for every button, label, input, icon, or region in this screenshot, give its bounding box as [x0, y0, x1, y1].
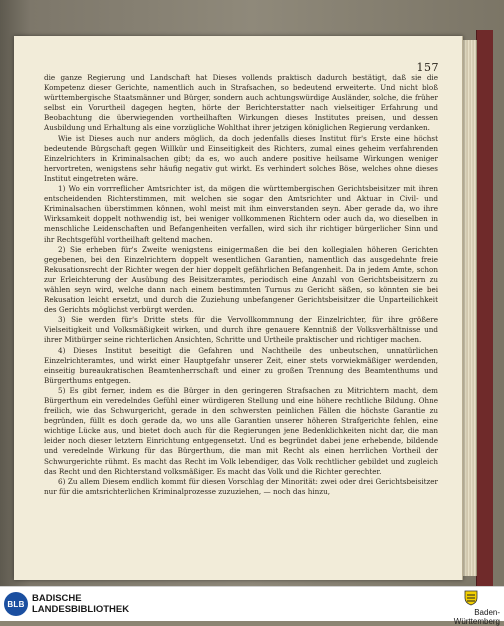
paragraph: 5) Es gibt ferner, indem es die Bürger in den geringeren Strafsachen zu Mitrichtern macht, dem Bürgerthum ein veredelndes Gefühl einer würdigeren Stellung und eine höhere rechtliche Bildung. Ohne freilich, wie das Schwurgericht, gerade in den schwersten peinlichen Fällen die höchste Garantie zu begründen, füllt es doch gerade da, wo uns alle Garantien unserer höheren Strafgerichte fehlen, eine wichtige Lücke aus, und bietet doch auch für die Regierungen jene Bedenklichkeiten nicht dar, die man leider noch dieser letztern Einrichtung entgegensetzt. Und es begründet dabei jene erhebende, bildende und veredelnde Wirkung für das Bürgerthum, die man mit Recht als einen herrlichen Vortheil der Schwurgerichte rühmt. Es macht das Recht im Volk lebendiger, das Volk rechtlicher gebildet und zugleich das Recht und den Richterstand volksmäßiger. Es macht das Volk und die Richter gerechter. [44, 385, 438, 476]
page-text [44, 73, 438, 497]
paragraph: 1) Wo ein vorrreflicher Amtsrichter ist, da mögen die württembergischen Gerichtsbeisitzer mit ihren entscheidenden Richterstimmen, mit welchen sie sogar den Amtsrichter und Aktuar in Civil- und Kriminalsachen überstimmen können, wohl meist mit ihm einverstanden seyn. Aber gerade da, wo ihre Wirksamkeit doppelt nothwendig ist, bei weniger vollkommenen Richtern oder auch da, wo dieselben in menschliche Leidenschaften und Befangenheiten verfallen, wird sich ihr richtiger bürgerlicher Sinn und ihr Rechtsgefühl vortheilhaft geltend machen. [44, 184, 438, 244]
coat-of-arms-icon [464, 590, 478, 606]
paragraph: 6) Zu allem Diesem endlich kommt für diesen Vorschlag der Minorität: zwei oder drei Gerichtsbeisitzer nur für die amtsrichterlichen Kriminalprozesse zuzuziehen, — noch das hinzu, [44, 476, 438, 496]
page-number: 157 [416, 61, 439, 74]
blb-logo[interactable] [4, 592, 28, 616]
partner-label: Baden-Württemberg [453, 608, 500, 626]
paragraph: Wie ist Dieses auch nur anders möglich, da doch jedenfalls dieses Institut für's Erste eine höchst bedeutende Bürgschaft gegen Willkür und Einseitigkeit des Richters, zumal eines geheim verfahrenden Einzelrichters in Kriminalsachen gibt; da es, wo auch andere positive heilsame Wirkungen weniger hervortreten, wenigstens sehr häufig negativ gut wirkt. Es verhindert solches Böse, welches ohne dieses Institut eingetreten wäre. [44, 133, 438, 183]
paragraph: die ganze Regierung und Landschaft hat Dieses vollends praktisch dadurch bestätigt, daß sie die Kompetenz dieser Gerichte, namentlich auch in Strafsachen, so bedeutend erweiterte. Und nicht bloß württembergische Staatsmänner und Bürger, sondern auch achtungswürdige Ausländer, solche, die früher selbst ein Vorurtheil dagegen hegten, hörte der Berichterstatter nach vielseitiger Erfahrung und Beobachtung die überwiegenden vortheilhaften Wirkungen dieses Institutes preisen, und dessen Ausbildung und Erhaltung als eine vorzügliche Wohlthat ihrer jetzigen königlichen Regierung verdanken. [44, 73, 438, 133]
page-stack-edge [462, 40, 477, 576]
library-name [32, 593, 129, 615]
paragraph: 4) Dieses Institut beseitigt die Gefahren und Nachtheile des unbeutschen, unnatürlichen Einzelrichteramtes, und wirkt einer Hauptgefahr unserer Zeit, einer stets vorwiekmäßiger werdenden, einseitig bureaukratischen Beamtenherrschaft und einer zu großen Trennung des Beamtenthums und Bürgerthums entgegen. [44, 345, 438, 385]
paragraph: 3) Sie werden für's Dritte stets für die Vervollkommnung der Einzelrichter, für ihre größere Vielseitigkeit und Volksmäßigkeit wirken, und durch ihre genauere Kenntniß der Volksverhältnisse und ihrer Mitbürger seine richterlichen Ansichten, Schritte und Urtheile praktischer und richtiger machen. [44, 315, 438, 345]
paragraph: 2) Sie erheben für's Zweite wenigstens einigermaßen die bei den kollegialen höheren Gerichten gegebenen, bei den Einzelrichtern doppelt wesentlichen Garantien, namentlich das ausgedehnte freie Rekusationsrecht der Richter wegen der hier doppelt gefährlichen Befangenheit. Da in jedem Amte, schon zur Erleichterung der Ausübung des Beisitzeramtes, periodisch eine Anzahl von Gerichtsbeisitzern zu wählen seyn wird, welche dann nach einem bestimmten Turnus zu Gericht säßen, so könnten sie bei Rekusation leicht ersetzt, und durch die Zuziehung unbefangener Gerichtsbeisitzer die Unparteilichkeit des Gerichts möglichst verbürgt werden. [44, 244, 438, 315]
blb-logo-text: BLB [7, 599, 25, 609]
book-cover-edge [476, 30, 493, 586]
library-name-line1: BADISCHE [32, 593, 82, 604]
library-name-line2: LANDESBIBLIOTHEK [32, 604, 130, 615]
library-footer [0, 586, 504, 626]
